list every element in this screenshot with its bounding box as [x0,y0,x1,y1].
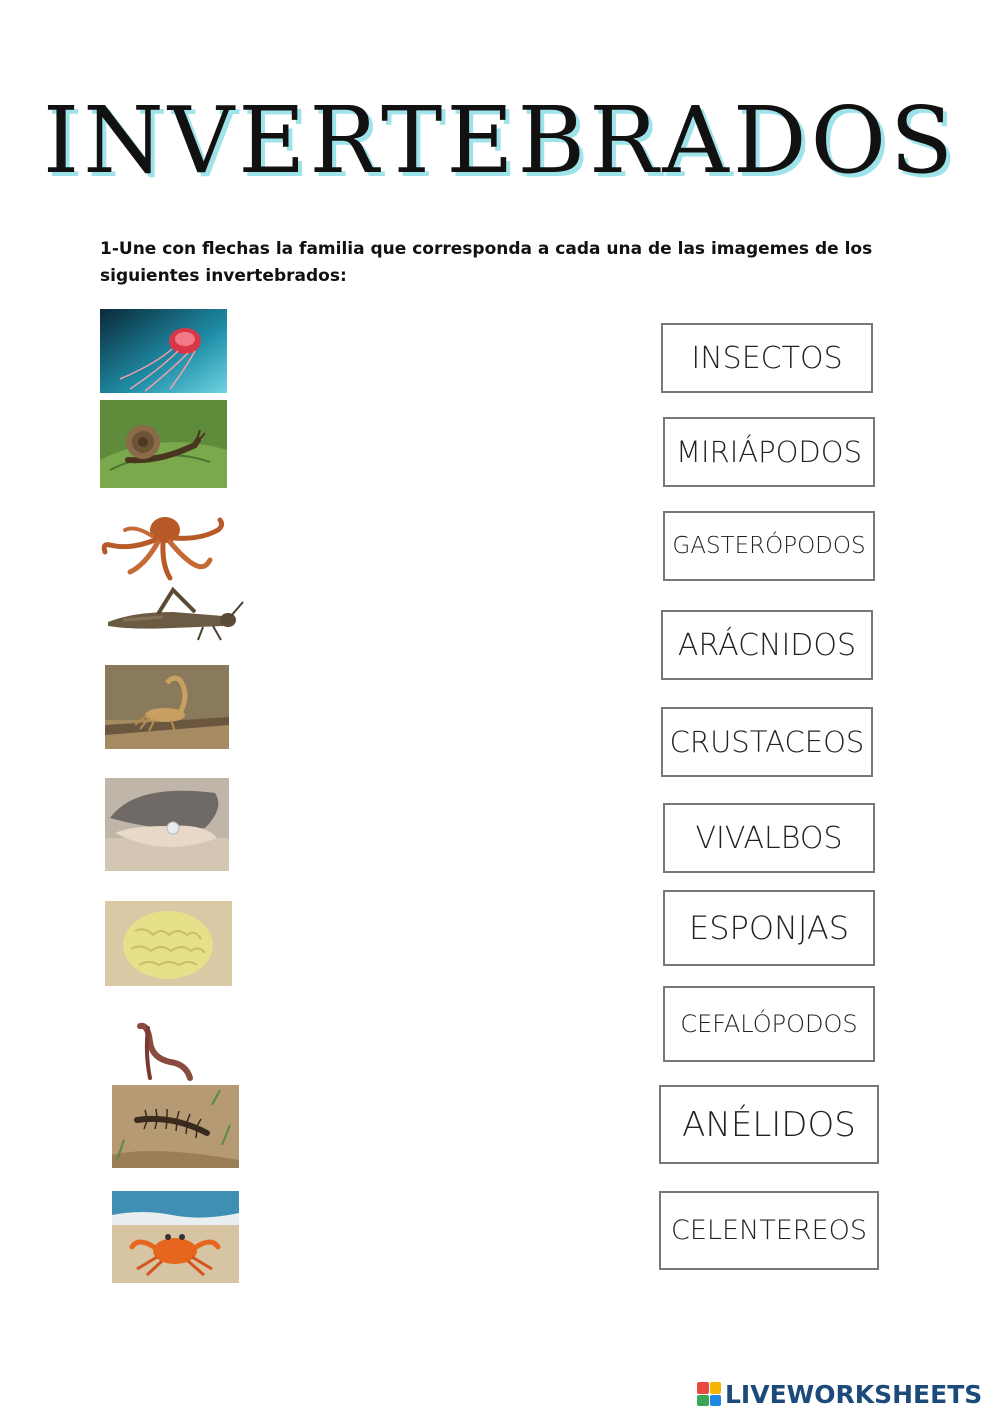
crab-image [112,1191,239,1283]
instruction-text: 1-Une con flechas la familia que corresponda a cada una de las imagemes de los siguientes invertebrados: [100,239,873,286]
liveworksheets-text: LIVEWORKSHEETS [725,1379,983,1409]
family-box-anelidos[interactable]: ANÉLIDOS [659,1085,879,1164]
octopus-image [100,510,227,582]
snail-image [100,400,227,488]
sponge-image [105,901,232,986]
page-title: INVERTEBRADOS [42,87,958,194]
family-box-aracnidos[interactable]: ARÁCNIDOS [661,610,873,680]
family-box-crustaceos[interactable]: CRUSTACEOS [661,707,873,777]
grasshopper-image [103,582,245,646]
family-box-cefalopodos[interactable]: CEFALÓPODOS [663,986,875,1062]
jellyfish-image [100,309,227,393]
liveworksheets-icon [697,1382,721,1406]
scorpion-image [105,665,229,749]
family-box-vivalbos[interactable]: VIVALBOS [663,803,875,873]
liveworksheets-logo [697,1378,982,1410]
worm-image [130,1018,196,1082]
family-box-miriapodos[interactable]: MIRIÁPODOS [663,417,875,487]
oyster-image [105,778,229,871]
centipede-image [112,1085,239,1168]
family-box-celentereos[interactable]: CELENTEREOS [659,1191,879,1270]
family-box-esponjas[interactable]: ESPONJAS [663,890,875,966]
family-box-insectos[interactable]: INSECTOS [661,323,873,393]
family-box-gasteropodos[interactable]: GASTERÓPODOS [663,511,875,581]
